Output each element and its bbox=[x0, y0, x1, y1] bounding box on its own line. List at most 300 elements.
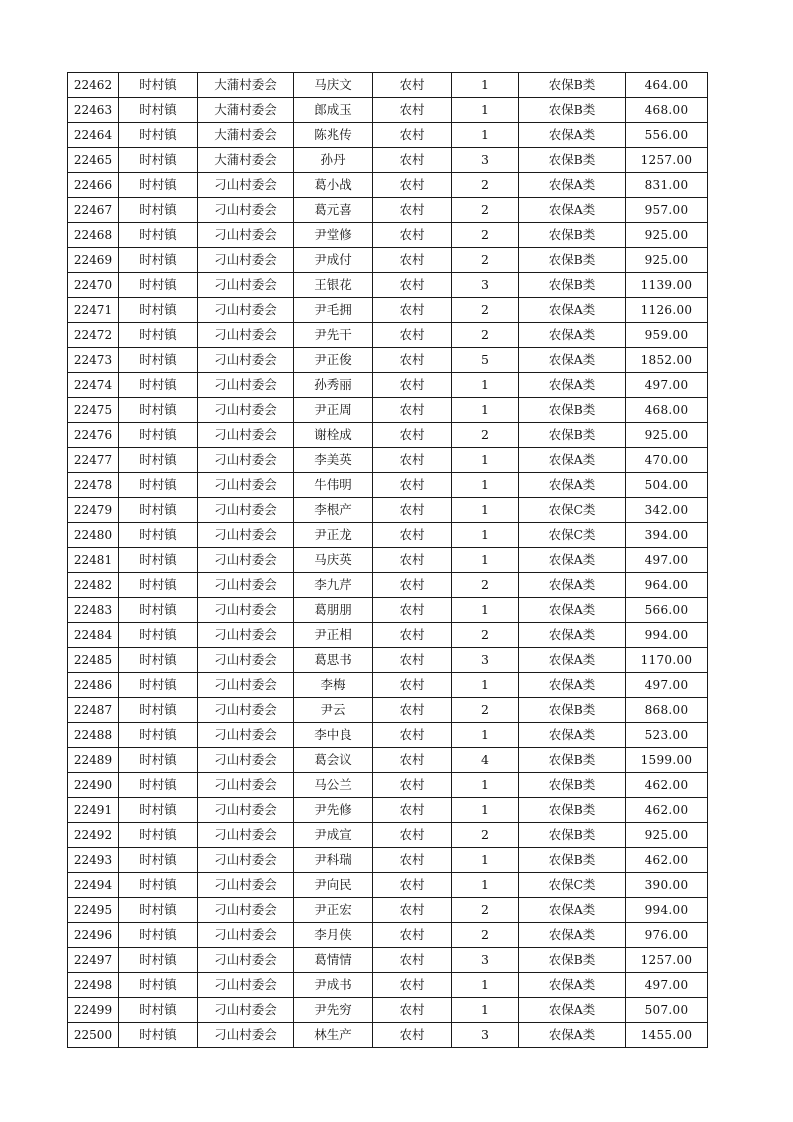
member-count-cell: 5 bbox=[452, 348, 519, 373]
record-id-cell: 22497 bbox=[68, 948, 119, 973]
table-row bbox=[68, 373, 708, 398]
village-committee-cell: 刁山村委会 bbox=[198, 823, 294, 848]
member-count-cell: 2 bbox=[452, 298, 519, 323]
record-id-cell: 22469 bbox=[68, 248, 119, 273]
town-cell: 时村镇 bbox=[119, 673, 198, 698]
village-committee-cell: 刁山村委会 bbox=[198, 923, 294, 948]
household-type-cell: 农村 bbox=[373, 598, 452, 623]
insurance-class-cell: 农保B类 bbox=[519, 823, 626, 848]
person-name-cell: 林生产 bbox=[294, 1023, 373, 1048]
record-id-cell: 22493 bbox=[68, 848, 119, 873]
record-id-cell: 22480 bbox=[68, 523, 119, 548]
insurance-class-cell: 农保C类 bbox=[519, 498, 626, 523]
record-id-cell: 22472 bbox=[68, 323, 119, 348]
table-row bbox=[68, 923, 708, 948]
town-cell: 时村镇 bbox=[119, 948, 198, 973]
member-count-cell: 1 bbox=[452, 473, 519, 498]
insurance-class-cell: 农保A类 bbox=[519, 673, 626, 698]
village-committee-cell: 刁山村委会 bbox=[198, 798, 294, 823]
insurance-class-cell: 农保A类 bbox=[519, 448, 626, 473]
person-name-cell: 孙丹 bbox=[294, 148, 373, 173]
amount-cell: 504.00 bbox=[626, 473, 708, 498]
amount-cell: 390.00 bbox=[626, 873, 708, 898]
record-id-cell: 22470 bbox=[68, 273, 119, 298]
amount-cell: 470.00 bbox=[626, 448, 708, 473]
table-row bbox=[68, 648, 708, 673]
household-type-cell: 农村 bbox=[373, 648, 452, 673]
member-count-cell: 1 bbox=[452, 73, 519, 98]
insurance-class-cell: 农保A类 bbox=[519, 648, 626, 673]
town-cell: 时村镇 bbox=[119, 423, 198, 448]
member-count-cell: 1 bbox=[452, 848, 519, 873]
person-name-cell: 尹正相 bbox=[294, 623, 373, 648]
member-count-cell: 3 bbox=[452, 948, 519, 973]
person-name-cell: 陈兆传 bbox=[294, 123, 373, 148]
town-cell: 时村镇 bbox=[119, 1023, 198, 1048]
household-type-cell: 农村 bbox=[373, 873, 452, 898]
household-type-cell: 农村 bbox=[373, 498, 452, 523]
record-id-cell: 22467 bbox=[68, 198, 119, 223]
town-cell: 时村镇 bbox=[119, 248, 198, 273]
record-id-cell: 22483 bbox=[68, 598, 119, 623]
member-count-cell: 2 bbox=[452, 573, 519, 598]
person-name-cell: 李根产 bbox=[294, 498, 373, 523]
amount-cell: 507.00 bbox=[626, 998, 708, 1023]
insurance-class-cell: 农保A类 bbox=[519, 898, 626, 923]
person-name-cell: 李九芹 bbox=[294, 573, 373, 598]
record-id-cell: 22499 bbox=[68, 998, 119, 1023]
member-count-cell: 1 bbox=[452, 673, 519, 698]
household-type-cell: 农村 bbox=[373, 523, 452, 548]
table-row bbox=[68, 498, 708, 523]
record-id-cell: 22473 bbox=[68, 348, 119, 373]
record-id-cell: 22474 bbox=[68, 373, 119, 398]
town-cell: 时村镇 bbox=[119, 273, 198, 298]
insurance-class-cell: 农保B类 bbox=[519, 273, 626, 298]
member-count-cell: 1 bbox=[452, 398, 519, 423]
amount-cell: 1599.00 bbox=[626, 748, 708, 773]
record-id-cell: 22475 bbox=[68, 398, 119, 423]
household-type-cell: 农村 bbox=[373, 73, 452, 98]
town-cell: 时村镇 bbox=[119, 598, 198, 623]
village-committee-cell: 刁山村委会 bbox=[198, 673, 294, 698]
record-id-cell: 22478 bbox=[68, 473, 119, 498]
person-name-cell: 尹毛拥 bbox=[294, 298, 373, 323]
table-row bbox=[68, 1023, 708, 1048]
record-id-cell: 22471 bbox=[68, 298, 119, 323]
person-name-cell: 尹堂修 bbox=[294, 223, 373, 248]
record-id-cell: 22465 bbox=[68, 148, 119, 173]
table-row bbox=[68, 848, 708, 873]
village-committee-cell: 刁山村委会 bbox=[198, 623, 294, 648]
record-id-cell: 22479 bbox=[68, 498, 119, 523]
amount-cell: 394.00 bbox=[626, 523, 708, 548]
table-row bbox=[68, 448, 708, 473]
household-type-cell: 农村 bbox=[373, 448, 452, 473]
household-type-cell: 农村 bbox=[373, 198, 452, 223]
village-committee-cell: 刁山村委会 bbox=[198, 373, 294, 398]
town-cell: 时村镇 bbox=[119, 823, 198, 848]
town-cell: 时村镇 bbox=[119, 448, 198, 473]
village-committee-cell: 大蒲村委会 bbox=[198, 98, 294, 123]
record-id-cell: 22498 bbox=[68, 973, 119, 998]
table-row bbox=[68, 323, 708, 348]
insurance-class-cell: 农保A类 bbox=[519, 973, 626, 998]
amount-cell: 1852.00 bbox=[626, 348, 708, 373]
town-cell: 时村镇 bbox=[119, 973, 198, 998]
insurance-class-cell: 农保C类 bbox=[519, 873, 626, 898]
household-type-cell: 农村 bbox=[373, 173, 452, 198]
insurance-class-cell: 农保B类 bbox=[519, 748, 626, 773]
table-row bbox=[68, 973, 708, 998]
village-committee-cell: 刁山村委会 bbox=[198, 773, 294, 798]
person-name-cell: 尹正宏 bbox=[294, 898, 373, 923]
town-cell: 时村镇 bbox=[119, 898, 198, 923]
village-committee-cell: 刁山村委会 bbox=[198, 973, 294, 998]
village-committee-cell: 刁山村委会 bbox=[198, 448, 294, 473]
insurance-class-cell: 农保B类 bbox=[519, 848, 626, 873]
household-type-cell: 农村 bbox=[373, 923, 452, 948]
amount-cell: 566.00 bbox=[626, 598, 708, 623]
person-name-cell: 尹正龙 bbox=[294, 523, 373, 548]
record-id-cell: 22491 bbox=[68, 798, 119, 823]
person-name-cell: 尹先穷 bbox=[294, 998, 373, 1023]
person-name-cell: 葛情情 bbox=[294, 948, 373, 973]
member-count-cell: 1 bbox=[452, 798, 519, 823]
member-count-cell: 1 bbox=[452, 548, 519, 573]
town-cell: 时村镇 bbox=[119, 223, 198, 248]
household-type-cell: 农村 bbox=[373, 898, 452, 923]
table-row bbox=[68, 273, 708, 298]
amount-cell: 462.00 bbox=[626, 798, 708, 823]
insurance-class-cell: 农保B类 bbox=[519, 948, 626, 973]
insurance-class-cell: 农保A类 bbox=[519, 348, 626, 373]
village-committee-cell: 刁山村委会 bbox=[198, 873, 294, 898]
town-cell: 时村镇 bbox=[119, 848, 198, 873]
insurance-class-cell: 农保A类 bbox=[519, 1023, 626, 1048]
record-id-cell: 22484 bbox=[68, 623, 119, 648]
person-name-cell: 牛伟明 bbox=[294, 473, 373, 498]
table-row bbox=[68, 573, 708, 598]
town-cell: 时村镇 bbox=[119, 698, 198, 723]
household-type-cell: 农村 bbox=[373, 748, 452, 773]
member-count-cell: 2 bbox=[452, 248, 519, 273]
table-row bbox=[68, 148, 708, 173]
table-row bbox=[68, 423, 708, 448]
town-cell: 时村镇 bbox=[119, 648, 198, 673]
insurance-class-cell: 农保A类 bbox=[519, 298, 626, 323]
table-row bbox=[68, 348, 708, 373]
village-committee-cell: 刁山村委会 bbox=[198, 848, 294, 873]
village-committee-cell: 刁山村委会 bbox=[198, 273, 294, 298]
amount-cell: 957.00 bbox=[626, 198, 708, 223]
town-cell: 时村镇 bbox=[119, 723, 198, 748]
insurance-class-cell: 农保B类 bbox=[519, 98, 626, 123]
record-id-cell: 22494 bbox=[68, 873, 119, 898]
household-type-cell: 农村 bbox=[373, 223, 452, 248]
amount-cell: 468.00 bbox=[626, 98, 708, 123]
amount-cell: 523.00 bbox=[626, 723, 708, 748]
member-count-cell: 1 bbox=[452, 998, 519, 1023]
person-name-cell: 尹先修 bbox=[294, 798, 373, 823]
town-cell: 时村镇 bbox=[119, 298, 198, 323]
amount-cell: 1455.00 bbox=[626, 1023, 708, 1048]
insurance-class-cell: 农保A类 bbox=[519, 998, 626, 1023]
record-id-cell: 22492 bbox=[68, 823, 119, 848]
table-row bbox=[68, 123, 708, 148]
amount-cell: 462.00 bbox=[626, 848, 708, 873]
member-count-cell: 2 bbox=[452, 623, 519, 648]
table-row bbox=[68, 598, 708, 623]
person-name-cell: 尹先干 bbox=[294, 323, 373, 348]
member-count-cell: 1 bbox=[452, 373, 519, 398]
member-count-cell: 3 bbox=[452, 273, 519, 298]
household-type-cell: 农村 bbox=[373, 98, 452, 123]
record-id-cell: 22466 bbox=[68, 173, 119, 198]
table-row bbox=[68, 398, 708, 423]
table-row bbox=[68, 873, 708, 898]
ledger-body bbox=[68, 73, 708, 1048]
insurance-class-cell: 农保B类 bbox=[519, 223, 626, 248]
household-type-cell: 农村 bbox=[373, 473, 452, 498]
town-cell: 时村镇 bbox=[119, 148, 198, 173]
member-count-cell: 2 bbox=[452, 698, 519, 723]
insurance-class-cell: 农保B类 bbox=[519, 148, 626, 173]
insurance-class-cell: 农保B类 bbox=[519, 248, 626, 273]
household-type-cell: 农村 bbox=[373, 823, 452, 848]
village-committee-cell: 刁山村委会 bbox=[198, 348, 294, 373]
table-row bbox=[68, 723, 708, 748]
household-type-cell: 农村 bbox=[373, 773, 452, 798]
table-row bbox=[68, 248, 708, 273]
table-row bbox=[68, 198, 708, 223]
household-type-cell: 农村 bbox=[373, 248, 452, 273]
person-name-cell: 葛小战 bbox=[294, 173, 373, 198]
insurance-class-cell: 农保A类 bbox=[519, 323, 626, 348]
person-name-cell: 李中良 bbox=[294, 723, 373, 748]
village-committee-cell: 大蒲村委会 bbox=[198, 73, 294, 98]
amount-cell: 497.00 bbox=[626, 673, 708, 698]
table-row bbox=[68, 623, 708, 648]
village-committee-cell: 刁山村委会 bbox=[198, 498, 294, 523]
member-count-cell: 1 bbox=[452, 973, 519, 998]
insurance-class-cell: 农保B类 bbox=[519, 773, 626, 798]
household-type-cell: 农村 bbox=[373, 373, 452, 398]
village-committee-cell: 大蒲村委会 bbox=[198, 148, 294, 173]
member-count-cell: 1 bbox=[452, 873, 519, 898]
village-committee-cell: 刁山村委会 bbox=[198, 398, 294, 423]
insurance-class-cell: 农保A类 bbox=[519, 373, 626, 398]
town-cell: 时村镇 bbox=[119, 348, 198, 373]
table-row bbox=[68, 998, 708, 1023]
record-id-cell: 22463 bbox=[68, 98, 119, 123]
household-type-cell: 农村 bbox=[373, 798, 452, 823]
insurance-class-cell: 农保A类 bbox=[519, 173, 626, 198]
amount-cell: 964.00 bbox=[626, 573, 708, 598]
member-count-cell: 1 bbox=[452, 723, 519, 748]
amount-cell: 1139.00 bbox=[626, 273, 708, 298]
insurance-class-cell: 农保A类 bbox=[519, 923, 626, 948]
household-type-cell: 农村 bbox=[373, 348, 452, 373]
table-row bbox=[68, 748, 708, 773]
amount-cell: 831.00 bbox=[626, 173, 708, 198]
insurance-class-cell: 农保A类 bbox=[519, 623, 626, 648]
table-row bbox=[68, 823, 708, 848]
member-count-cell: 3 bbox=[452, 148, 519, 173]
insurance-class-cell: 农保A类 bbox=[519, 548, 626, 573]
household-type-cell: 农村 bbox=[373, 423, 452, 448]
insurance-class-cell: 农保C类 bbox=[519, 523, 626, 548]
member-count-cell: 2 bbox=[452, 423, 519, 448]
insurance-class-cell: 农保A类 bbox=[519, 573, 626, 598]
member-count-cell: 2 bbox=[452, 173, 519, 198]
record-id-cell: 22462 bbox=[68, 73, 119, 98]
town-cell: 时村镇 bbox=[119, 798, 198, 823]
record-id-cell: 22488 bbox=[68, 723, 119, 748]
record-id-cell: 22496 bbox=[68, 923, 119, 948]
member-count-cell: 2 bbox=[452, 898, 519, 923]
household-type-cell: 农村 bbox=[373, 298, 452, 323]
amount-cell: 468.00 bbox=[626, 398, 708, 423]
household-type-cell: 农村 bbox=[373, 123, 452, 148]
town-cell: 时村镇 bbox=[119, 473, 198, 498]
record-id-cell: 22500 bbox=[68, 1023, 119, 1048]
village-committee-cell: 刁山村委会 bbox=[198, 1023, 294, 1048]
member-count-cell: 2 bbox=[452, 923, 519, 948]
village-committee-cell: 刁山村委会 bbox=[198, 298, 294, 323]
amount-cell: 994.00 bbox=[626, 898, 708, 923]
person-name-cell: 马公兰 bbox=[294, 773, 373, 798]
household-type-cell: 农村 bbox=[373, 548, 452, 573]
table-row bbox=[68, 473, 708, 498]
insurance-class-cell: 农保A类 bbox=[519, 123, 626, 148]
amount-cell: 925.00 bbox=[626, 823, 708, 848]
record-id-cell: 22481 bbox=[68, 548, 119, 573]
household-type-cell: 农村 bbox=[373, 948, 452, 973]
village-committee-cell: 刁山村委会 bbox=[198, 423, 294, 448]
amount-cell: 1170.00 bbox=[626, 648, 708, 673]
town-cell: 时村镇 bbox=[119, 123, 198, 148]
insurance-class-cell: 农保A类 bbox=[519, 598, 626, 623]
member-count-cell: 1 bbox=[452, 98, 519, 123]
village-committee-cell: 刁山村委会 bbox=[198, 998, 294, 1023]
household-type-cell: 农村 bbox=[373, 973, 452, 998]
person-name-cell: 尹云 bbox=[294, 698, 373, 723]
table-row bbox=[68, 98, 708, 123]
amount-cell: 959.00 bbox=[626, 323, 708, 348]
person-name-cell: 葛元喜 bbox=[294, 198, 373, 223]
household-type-cell: 农村 bbox=[373, 723, 452, 748]
person-name-cell: 尹成书 bbox=[294, 973, 373, 998]
household-type-cell: 农村 bbox=[373, 698, 452, 723]
benefit-ledger-table bbox=[67, 72, 708, 1048]
town-cell: 时村镇 bbox=[119, 523, 198, 548]
amount-cell: 925.00 bbox=[626, 223, 708, 248]
person-name-cell: 尹成付 bbox=[294, 248, 373, 273]
amount-cell: 1257.00 bbox=[626, 948, 708, 973]
village-committee-cell: 刁山村委会 bbox=[198, 748, 294, 773]
table-row bbox=[68, 798, 708, 823]
person-name-cell: 王银花 bbox=[294, 273, 373, 298]
person-name-cell: 尹正俊 bbox=[294, 348, 373, 373]
member-count-cell: 1 bbox=[452, 498, 519, 523]
village-committee-cell: 大蒲村委会 bbox=[198, 123, 294, 148]
person-name-cell: 尹成宣 bbox=[294, 823, 373, 848]
household-type-cell: 农村 bbox=[373, 273, 452, 298]
record-id-cell: 22486 bbox=[68, 673, 119, 698]
amount-cell: 868.00 bbox=[626, 698, 708, 723]
record-id-cell: 22476 bbox=[68, 423, 119, 448]
table-row bbox=[68, 698, 708, 723]
household-type-cell: 农村 bbox=[373, 1023, 452, 1048]
person-name-cell: 孙秀丽 bbox=[294, 373, 373, 398]
village-committee-cell: 刁山村委会 bbox=[198, 173, 294, 198]
village-committee-cell: 刁山村委会 bbox=[198, 898, 294, 923]
person-name-cell: 李美英 bbox=[294, 448, 373, 473]
record-id-cell: 22477 bbox=[68, 448, 119, 473]
table-row bbox=[68, 298, 708, 323]
amount-cell: 497.00 bbox=[626, 548, 708, 573]
village-committee-cell: 刁山村委会 bbox=[198, 948, 294, 973]
amount-cell: 464.00 bbox=[626, 73, 708, 98]
insurance-class-cell: 农保A类 bbox=[519, 198, 626, 223]
village-committee-cell: 刁山村委会 bbox=[198, 698, 294, 723]
member-count-cell: 3 bbox=[452, 648, 519, 673]
village-committee-cell: 刁山村委会 bbox=[198, 198, 294, 223]
member-count-cell: 1 bbox=[452, 123, 519, 148]
insurance-class-cell: 农保A类 bbox=[519, 723, 626, 748]
town-cell: 时村镇 bbox=[119, 573, 198, 598]
person-name-cell: 马庆文 bbox=[294, 73, 373, 98]
town-cell: 时村镇 bbox=[119, 373, 198, 398]
member-count-cell: 1 bbox=[452, 773, 519, 798]
household-type-cell: 农村 bbox=[373, 323, 452, 348]
amount-cell: 497.00 bbox=[626, 373, 708, 398]
household-type-cell: 农村 bbox=[373, 398, 452, 423]
record-id-cell: 22468 bbox=[68, 223, 119, 248]
table-row bbox=[68, 523, 708, 548]
record-id-cell: 22495 bbox=[68, 898, 119, 923]
member-count-cell: 2 bbox=[452, 323, 519, 348]
town-cell: 时村镇 bbox=[119, 98, 198, 123]
household-type-cell: 农村 bbox=[373, 148, 452, 173]
record-id-cell: 22489 bbox=[68, 748, 119, 773]
insurance-class-cell: 农保B类 bbox=[519, 423, 626, 448]
insurance-class-cell: 农保B类 bbox=[519, 798, 626, 823]
member-count-cell: 2 bbox=[452, 223, 519, 248]
insurance-class-cell: 农保A类 bbox=[519, 473, 626, 498]
amount-cell: 556.00 bbox=[626, 123, 708, 148]
person-name-cell: 葛思书 bbox=[294, 648, 373, 673]
amount-cell: 462.00 bbox=[626, 773, 708, 798]
person-name-cell: 葛会议 bbox=[294, 748, 373, 773]
town-cell: 时村镇 bbox=[119, 73, 198, 98]
amount-cell: 342.00 bbox=[626, 498, 708, 523]
insurance-class-cell: 农保B类 bbox=[519, 398, 626, 423]
amount-cell: 925.00 bbox=[626, 248, 708, 273]
member-count-cell: 2 bbox=[452, 198, 519, 223]
table-row bbox=[68, 898, 708, 923]
household-type-cell: 农村 bbox=[373, 623, 452, 648]
village-committee-cell: 刁山村委会 bbox=[198, 548, 294, 573]
town-cell: 时村镇 bbox=[119, 873, 198, 898]
town-cell: 时村镇 bbox=[119, 173, 198, 198]
town-cell: 时村镇 bbox=[119, 923, 198, 948]
table-row bbox=[68, 223, 708, 248]
member-count-cell: 2 bbox=[452, 823, 519, 848]
record-id-cell: 22464 bbox=[68, 123, 119, 148]
member-count-cell: 3 bbox=[452, 1023, 519, 1048]
